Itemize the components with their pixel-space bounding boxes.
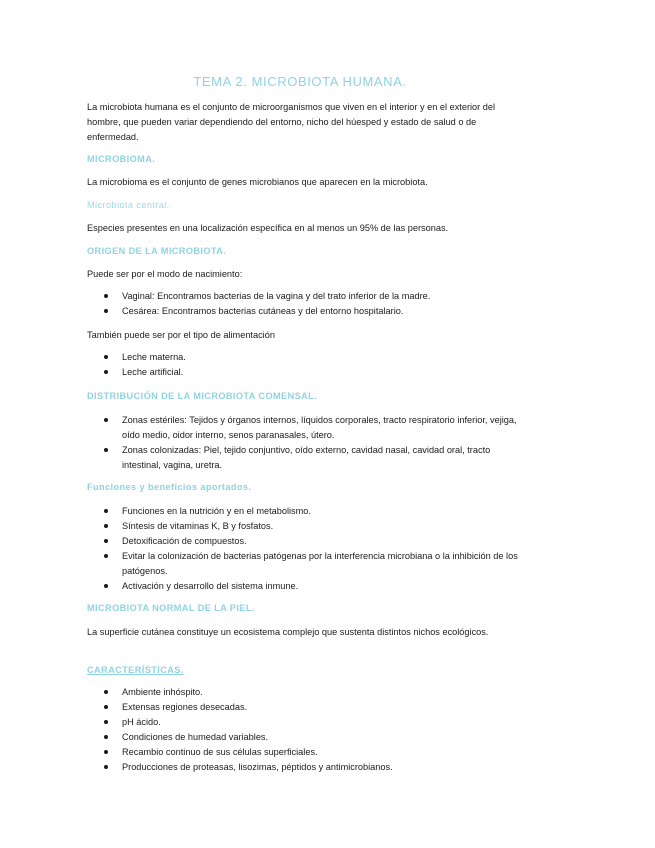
bullet-icon <box>104 750 108 754</box>
bullet-icon <box>104 765 108 769</box>
list-item: Activación y desarrollo del sistema inmune. <box>87 579 527 594</box>
list-item: Producciones de proteasas, lisozimas, péptidos y antimicrobianos. <box>87 760 527 775</box>
central-block <box>87 221 527 236</box>
list-item: Extensas regiones desecadas. <box>87 700 527 715</box>
list-item: Detoxificación de compuestos. <box>87 534 527 549</box>
piel-block <box>87 625 527 640</box>
list-item: Evitar la colonización de bacterias patógenas por la interferencia microbiana o la inhibición de los patógenos. <box>87 549 527 579</box>
section-heading: Funciones y beneficios aportados. <box>87 482 252 492</box>
microbioma-heading <box>87 152 527 166</box>
section-heading: MICROBIOMA. <box>87 154 156 164</box>
piel-heading <box>87 601 527 615</box>
origen-list <box>87 289 527 319</box>
origen-list2 <box>87 350 527 380</box>
bullet-icon <box>104 584 108 588</box>
intro-block <box>87 100 527 145</box>
list-item: Leche artificial. <box>87 365 527 380</box>
funciones-heading <box>87 480 527 494</box>
bullet-icon <box>104 735 108 739</box>
bullet-icon <box>104 539 108 543</box>
bullet-icon <box>104 690 108 694</box>
piel-paragraph: La superficie cutánea constituye un ecosistema complejo que sustenta distintos nichos ecológicos. <box>87 627 489 637</box>
caracteristicas-heading <box>87 663 527 677</box>
list-item: Leche materna. <box>87 350 527 365</box>
list-item: Síntesis de vitaminas K, B y fosfatos. <box>87 519 527 534</box>
origen-intro2: También puede ser por el tipo de alimentación <box>87 330 275 340</box>
list-item: Recambio continuo de sus células superficiales. <box>87 745 527 760</box>
bullet-icon <box>104 448 108 452</box>
bullet-icon <box>104 554 108 558</box>
funciones-list <box>87 504 527 594</box>
central-paragraph: Especies presentes en una localización específica en al menos un 95% de las personas. <box>87 223 449 233</box>
list-item: Zonas estériles: Tejidos y órganos internos, líquidos corporales, tracto respiratorio inferior, vejiga, oído medio, oidor interno, senos paranasales, útero. <box>87 413 527 443</box>
central-heading <box>87 198 527 212</box>
intro-paragraph: La microbiota humana es el conjunto de microorganismos que viven en el interior y en el exterior del hombre, que pueden variar dependiendo del entorno, nicho del húesped y estado de salud o de enfermedad. <box>87 102 496 142</box>
origen-intro: Puede ser por el modo de nacimiento: <box>87 269 243 279</box>
bullet-icon <box>104 370 108 374</box>
microbioma-block <box>87 175 527 190</box>
document-title: TEMA 2. MICROBIOTA HUMANA. <box>193 74 407 89</box>
section-heading: DISTRIBUCIÓN DE LA MICROBIOTA COMENSAL. <box>87 391 318 401</box>
microbioma-paragraph: La microbioma es el conjunto de genes microbianos que aparecen en la microbiota. <box>87 177 428 187</box>
bullet-icon <box>104 309 108 313</box>
origen-heading <box>87 244 527 258</box>
bullet-icon <box>104 294 108 298</box>
list-item: Funciones en la nutrición y en el metabolismo. <box>87 504 527 519</box>
section-heading: CARACTERÍSTICAS. <box>87 665 184 675</box>
list-item: Zonas colonizadas: Piel, tejido conjuntivo, oído externo, cavidad nasal, cavidad oral, tracto intestinal, vagina, uretra. <box>87 443 527 473</box>
bullet-icon <box>104 509 108 513</box>
list-item: Cesárea: Encontramos bacterias cutáneas y del entorno hospitalario. <box>87 304 527 319</box>
bullet-icon <box>104 720 108 724</box>
distribucion-list <box>87 413 527 473</box>
section-heading: ORIGEN DE LA MICROBIOTA. <box>87 246 227 256</box>
section-heading: MICROBIOTA NORMAL DE LA PIEL. <box>87 603 255 613</box>
subsection-heading: Microbiota central. <box>87 200 170 210</box>
list-item: pH ácido. <box>87 715 527 730</box>
distribucion-heading <box>87 389 527 403</box>
origen-intro-block <box>87 267 527 282</box>
list-item: Ambiente inhóspito. <box>87 685 527 700</box>
caracteristicas-list <box>87 685 527 775</box>
list-item: Vaginal: Encontramos bacterias de la vagina y del trato inferior de la madre. <box>87 289 527 304</box>
bullet-icon <box>104 705 108 709</box>
bullet-icon <box>104 355 108 359</box>
origen-intro2-block <box>87 328 527 343</box>
list-item: Condiciones de humedad variables. <box>87 730 527 745</box>
bullet-icon <box>104 418 108 422</box>
bullet-icon <box>104 524 108 528</box>
